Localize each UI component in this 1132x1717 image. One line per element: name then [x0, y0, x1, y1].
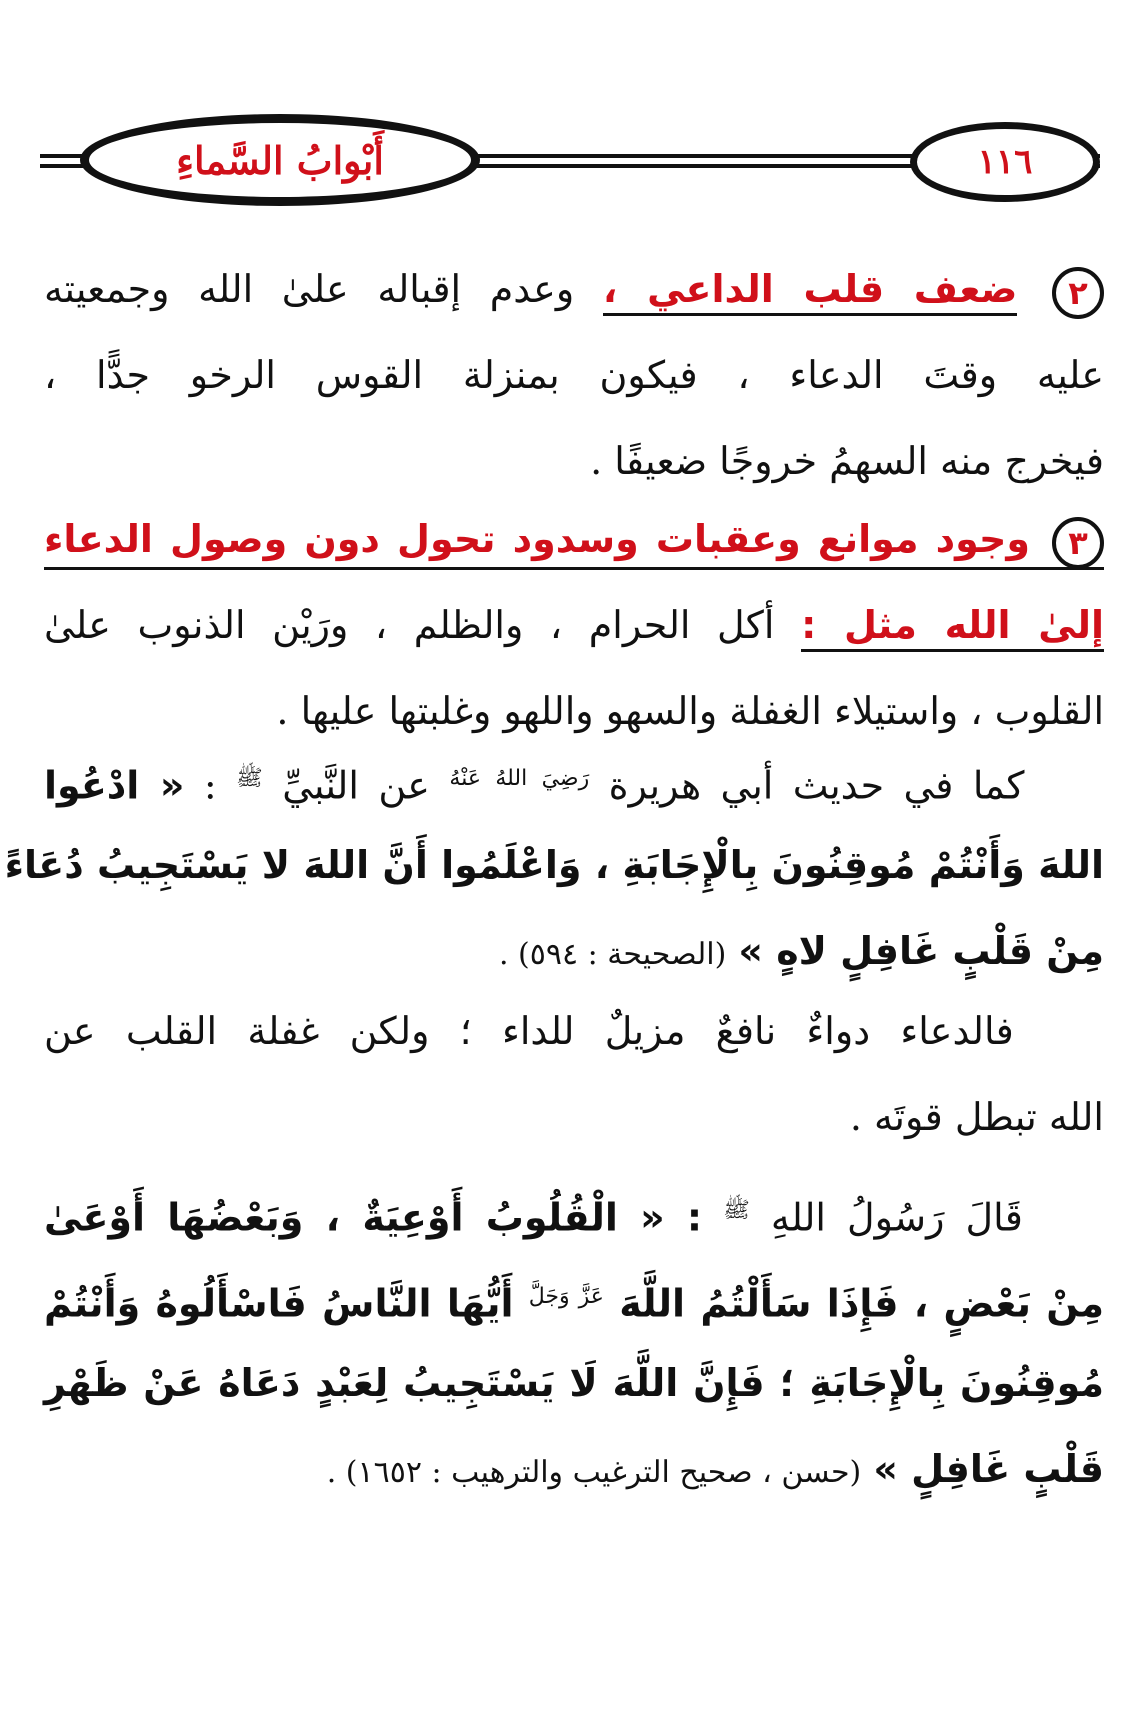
section-2 — [44, 246, 1104, 504]
hadith-1-line-1 — [44, 736, 1104, 822]
page-header — [40, 110, 1100, 210]
hadith-2-line-1 — [44, 1168, 1104, 1254]
hadith-2-quote-end: قَلْبٍ غَافِلٍ » — [873, 1447, 1104, 1491]
section-2-line-3: فيخرج منه السهمُ خروجًا ضعيفًا . — [590, 439, 1104, 483]
azza-wajal-honorific: عَزَّ وَجَلَّ — [528, 1284, 604, 1309]
hadith-1-line-2: اللهَ وَأَنْتُمْ مُوقِنُونَ بِالْإِجَابَةِ ، وَاعْلَمُوا أَنَّ اللهَ لا يَسْتَجِيبُ دُعَاءً — [4, 843, 1104, 887]
hadith-1-reference: (الصحيحة : ٥٩٤) . — [498, 937, 727, 972]
hadith-2-reference: (حسن ، صحيح الترغيب والترهيب : ١٦٥٢) . — [326, 1455, 862, 1490]
section-3-heading: وجود موانع وعقبات وسدود تحول دون وصول الدعاء — [44, 517, 1030, 561]
section-3 — [44, 496, 1104, 754]
saw-honorific: ﷺ — [236, 766, 263, 791]
remark — [44, 988, 1104, 1160]
radiallah-honorific: رَضِيَ اللهُ عَنْهُ — [449, 766, 590, 791]
hadith-2-line-3: مُوقِنُونَ بِالْإِجَابَةِ ؛ فَإِنَّ اللَّهَ لَا يَسْتَجِيبُ لِعَبْدٍ دَعَاهُ عَنْ ظَهْرِ — [44, 1361, 1104, 1405]
hadith-2-quote-start: : « الْقُلُوبُ أَوْعِيَةٌ ، وَبَعْضُهَا أَوْعَىٰ — [44, 1195, 703, 1240]
section-3-number: ٣ — [1052, 517, 1104, 569]
hadith-2 — [44, 1168, 1104, 1512]
section-2-line-1 — [44, 246, 1104, 332]
hadith-2-line-2 — [44, 1254, 1104, 1340]
book-title: أَبْوابُ السَّماءِ — [176, 137, 384, 183]
section-2-line-2: عليه وقتَ الدعاء ، فيكون بمنزلة القوس الرخو جدًّا ، — [44, 353, 1104, 397]
remark-line-1-text: فالدعاء دواءٌ نافعٌ مزيلٌ للداء ؛ ولكن غفلة القلب عن — [44, 1009, 1014, 1053]
section-3-heading-end: إلىٰ الله مثل : — [801, 603, 1104, 652]
hadith-1-quote-start: « ادْعُوا — [44, 763, 185, 808]
saw-honorific-2: ﷺ — [723, 1198, 750, 1223]
hadith-2-intro: قَالَ رَسُولُ اللهِ — [770, 1195, 1023, 1240]
hadith-1-intro: كما في حديث أبي هريرة — [608, 763, 1025, 808]
hadith-1 — [4, 736, 1104, 994]
section-2-line-1-text: وعدم إقباله علىٰ الله وجمعيته — [44, 267, 575, 311]
section-3-heading-underline — [44, 567, 1104, 570]
page-number-frame — [910, 122, 1100, 202]
remark-line-1 — [44, 988, 1104, 1074]
hadith-1-quote-end: مِنْ قَلْبٍ غَافِلٍ لاهٍ » — [738, 929, 1104, 973]
hadith-2-line-2-b: أَيُّهَا النَّاسُ فَاسْأَلُوهُ وَأَنْتُمْ — [44, 1281, 514, 1326]
section-3-line-3: القلوب ، واستيلاء الغفلة والسهو واللهو وغلبتها عليها . — [276, 689, 1104, 733]
section-3-line-2 — [44, 582, 1104, 668]
remark-line-2: الله تبطل قوتَه . — [849, 1095, 1104, 1139]
book-title-frame — [80, 114, 480, 206]
section-2-heading: ضعف قلب الداعي ، — [603, 267, 1018, 316]
hadith-2-line-2-a: مِنْ بَعْضٍ ، فَإِذَا سَأَلْتُمُ اللَّهَ — [619, 1281, 1104, 1326]
hadith-2-line-4 — [44, 1426, 1104, 1512]
hadith-1-colon: : — [203, 763, 217, 808]
page-number: ١١٦ — [977, 142, 1033, 182]
hadith-1-from-prophet: عن النَّبيِّ — [282, 763, 430, 808]
hadith-1-line-3 — [44, 908, 1104, 994]
section-3-line-2-text: أكل الحرام ، والظلم ، ورَيْن الذنوب علىٰ — [44, 603, 775, 647]
section-2-number: ٢ — [1052, 267, 1104, 319]
